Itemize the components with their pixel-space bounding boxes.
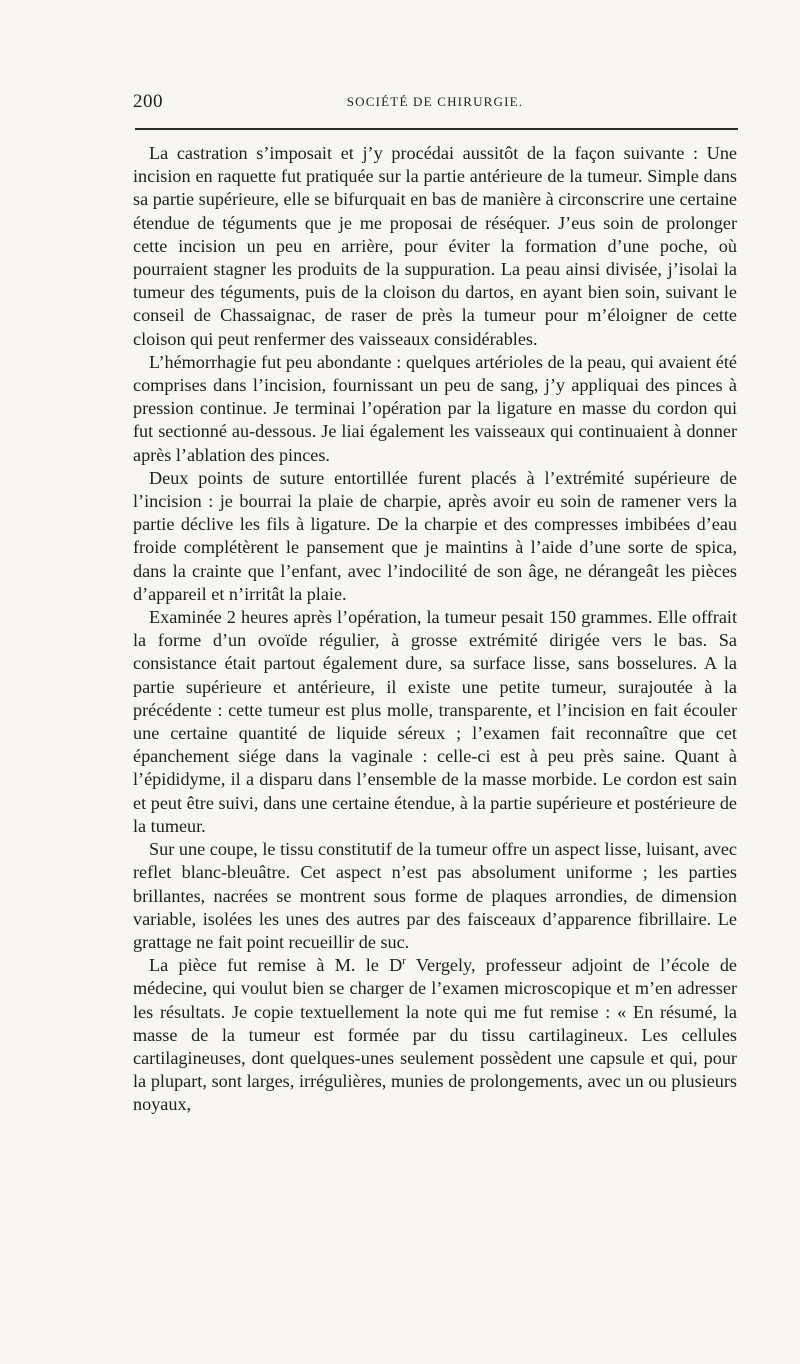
header-rule: [135, 128, 738, 130]
paragraph-suture: Deux points de suture entortillée furent placés à l’extrémité supérieure de l’incision : je bourrai la plaie de charpie, après avoir eu soin de ramener vers la partie déclive les fils à ligature. De la charpie et des compresses imbibées d’eau froide complétèrent le pansement que je maintins à l’aide d’une sorte de spica, dans la crainte que l’enfant, avec l’indocilité de son âge, ne dérangeât les pièces d’appareil et n’irritât la plaie.: [133, 467, 737, 604]
page-number: 200: [133, 91, 163, 112]
paragraph-microscopy-start: La pièce fut remise à M. le D: [149, 955, 403, 976]
paragraph-microscopy-rest: Vergely, professeur adjoint de l’école de médecine, qui voulut bien se charger de l’examen microscopique et m’en adresser les résultats. Je copie textuellement la note qui me fut remise : « En résumé, la masse de la tumeur est formée par du tissu cartilagineux. Les cellules cartilagineuses, dont quelques-unes seulement possèdent une capsule et qui, pour la plupart, sont larges, irrégulières, munies de prolongements, avec un ou plusieurs noyaux,: [133, 955, 737, 1115]
paragraph-section: Sur une coupe, le tissu constitutif de la tumeur offre un aspect lisse, luisant, avec reflet blanc-bleuâtre. Cet aspect n’est pas absolument uniforme ; les parties brillantes, nacrées se montrent sous forme de plaques arrondies, de dimension variable, isolées les unes des autres par des faisceaux d’apparence fibrillaire. Le grattage ne fait point recueillir de suc.: [133, 839, 737, 952]
paragraph-microscopy: [133, 954, 737, 1116]
paragraph-examination: Examinée 2 heures après l’opération, la tumeur pesait 150 grammes. Elle offrait la forme d’un ovoïde régulier, à grosse extrémité dirigée vers le bas. Sa consistance était partout également dure, sa surface lisse, sans bosselures. A la partie supérieure et antérieure, il existe une petite tumeur, surajoutée à la précédente : cette tumeur est plus molle, transparente, et l’incision en fait écouler une certaine quantité de liquide séreux ; l’examen fait reconnaître que cet épanchement siége dans la vaginale : celle-ci est à peu près saine. Quant à l’épididyme, il a disparu dans l’ensemble de la masse morbide. Le cordon est sain et peut être suivi, dans une certaine étendue, à la partie supérieure et postérieure de la tumeur.: [133, 607, 737, 836]
body-text: [133, 142, 737, 1117]
running-header: [133, 91, 737, 113]
journal-title: SOCIÉTÉ DE CHIRURGIE.: [346, 94, 524, 109]
paragraph-hemorrhage: L’hémorrhagie fut peu abondante : quelques artérioles de la peau, qui avaient été comprises dans l’incision, fournissant un peu de sang, j’y appliquai des pinces à pression continue. Je terminai l’opération par la ligature en masse du cordon qui fut sectionné au-dessous. Je liai également les vaisseaux qui continuaient à donner après l’ablation des pinces.: [133, 351, 737, 465]
doctor-abbreviation-superscript: r: [402, 955, 406, 968]
paragraph-castration: La castration s’imposait et j’y procédai aussitôt de la façon suivante : Une incision en raquette fut pratiquée sur la partie antérieure de la tumeur. Simple dans sa partie supérieure, elle se bifurquait en bas de manière à circonscrire une certaine étendue de téguments que je me proposai de réséquer. J’eus soin de prolonger cette incision un peu en arrière, pour éviter la formation d’une poche, où pourraient stagner les produits de la suppuration. La peau ainsi divisée, j’isolai la tumeur des téguments, puis de la cloison du dartos, en ayant bien soin, suivant le conseil de Chassaignac, de raser de près la tumeur pour m’éloigner de cette cloison qui peut renfermer des vaisseaux considérables.: [133, 143, 737, 349]
